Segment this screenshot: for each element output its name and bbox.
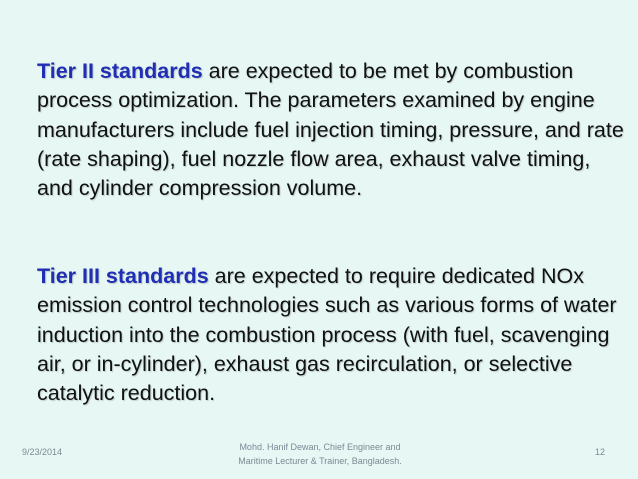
- paragraph-tier-iii: [37, 262, 627, 408]
- tier-iii-body: are expected to require dedicated NOx emission control technologies such as various forms of water induction into the combustion process (with fuel, scavenging air, or in-cylinder), exhaust gas recirculation, or selective catalytic reduction.: [37, 264, 617, 406]
- page-number: 12: [594, 447, 605, 457]
- paragraph-tier-ii: [37, 57, 627, 203]
- tier-iii-heading: Tier III standards: [37, 264, 209, 288]
- tier-ii-body: are expected to be met by combustion process optimization. The parameters examined by engine manufacturers include fuel injection timing, pressure, and rate (rate shaping), fuel nozzle flow area, exhaust valve timing, and cylinder compression volume.: [37, 59, 624, 201]
- tier-ii-heading: Tier II standards: [37, 59, 203, 83]
- footer-author-line-2: Maritime Lecturer & Trainer, Bangladesh.: [238, 456, 402, 466]
- footer-author: [210, 440, 430, 468]
- footer-author-line-1: Mohd. Hanif Dewan, Chief Engineer and: [239, 442, 401, 452]
- footer-date: 9/23/2014: [22, 447, 63, 457]
